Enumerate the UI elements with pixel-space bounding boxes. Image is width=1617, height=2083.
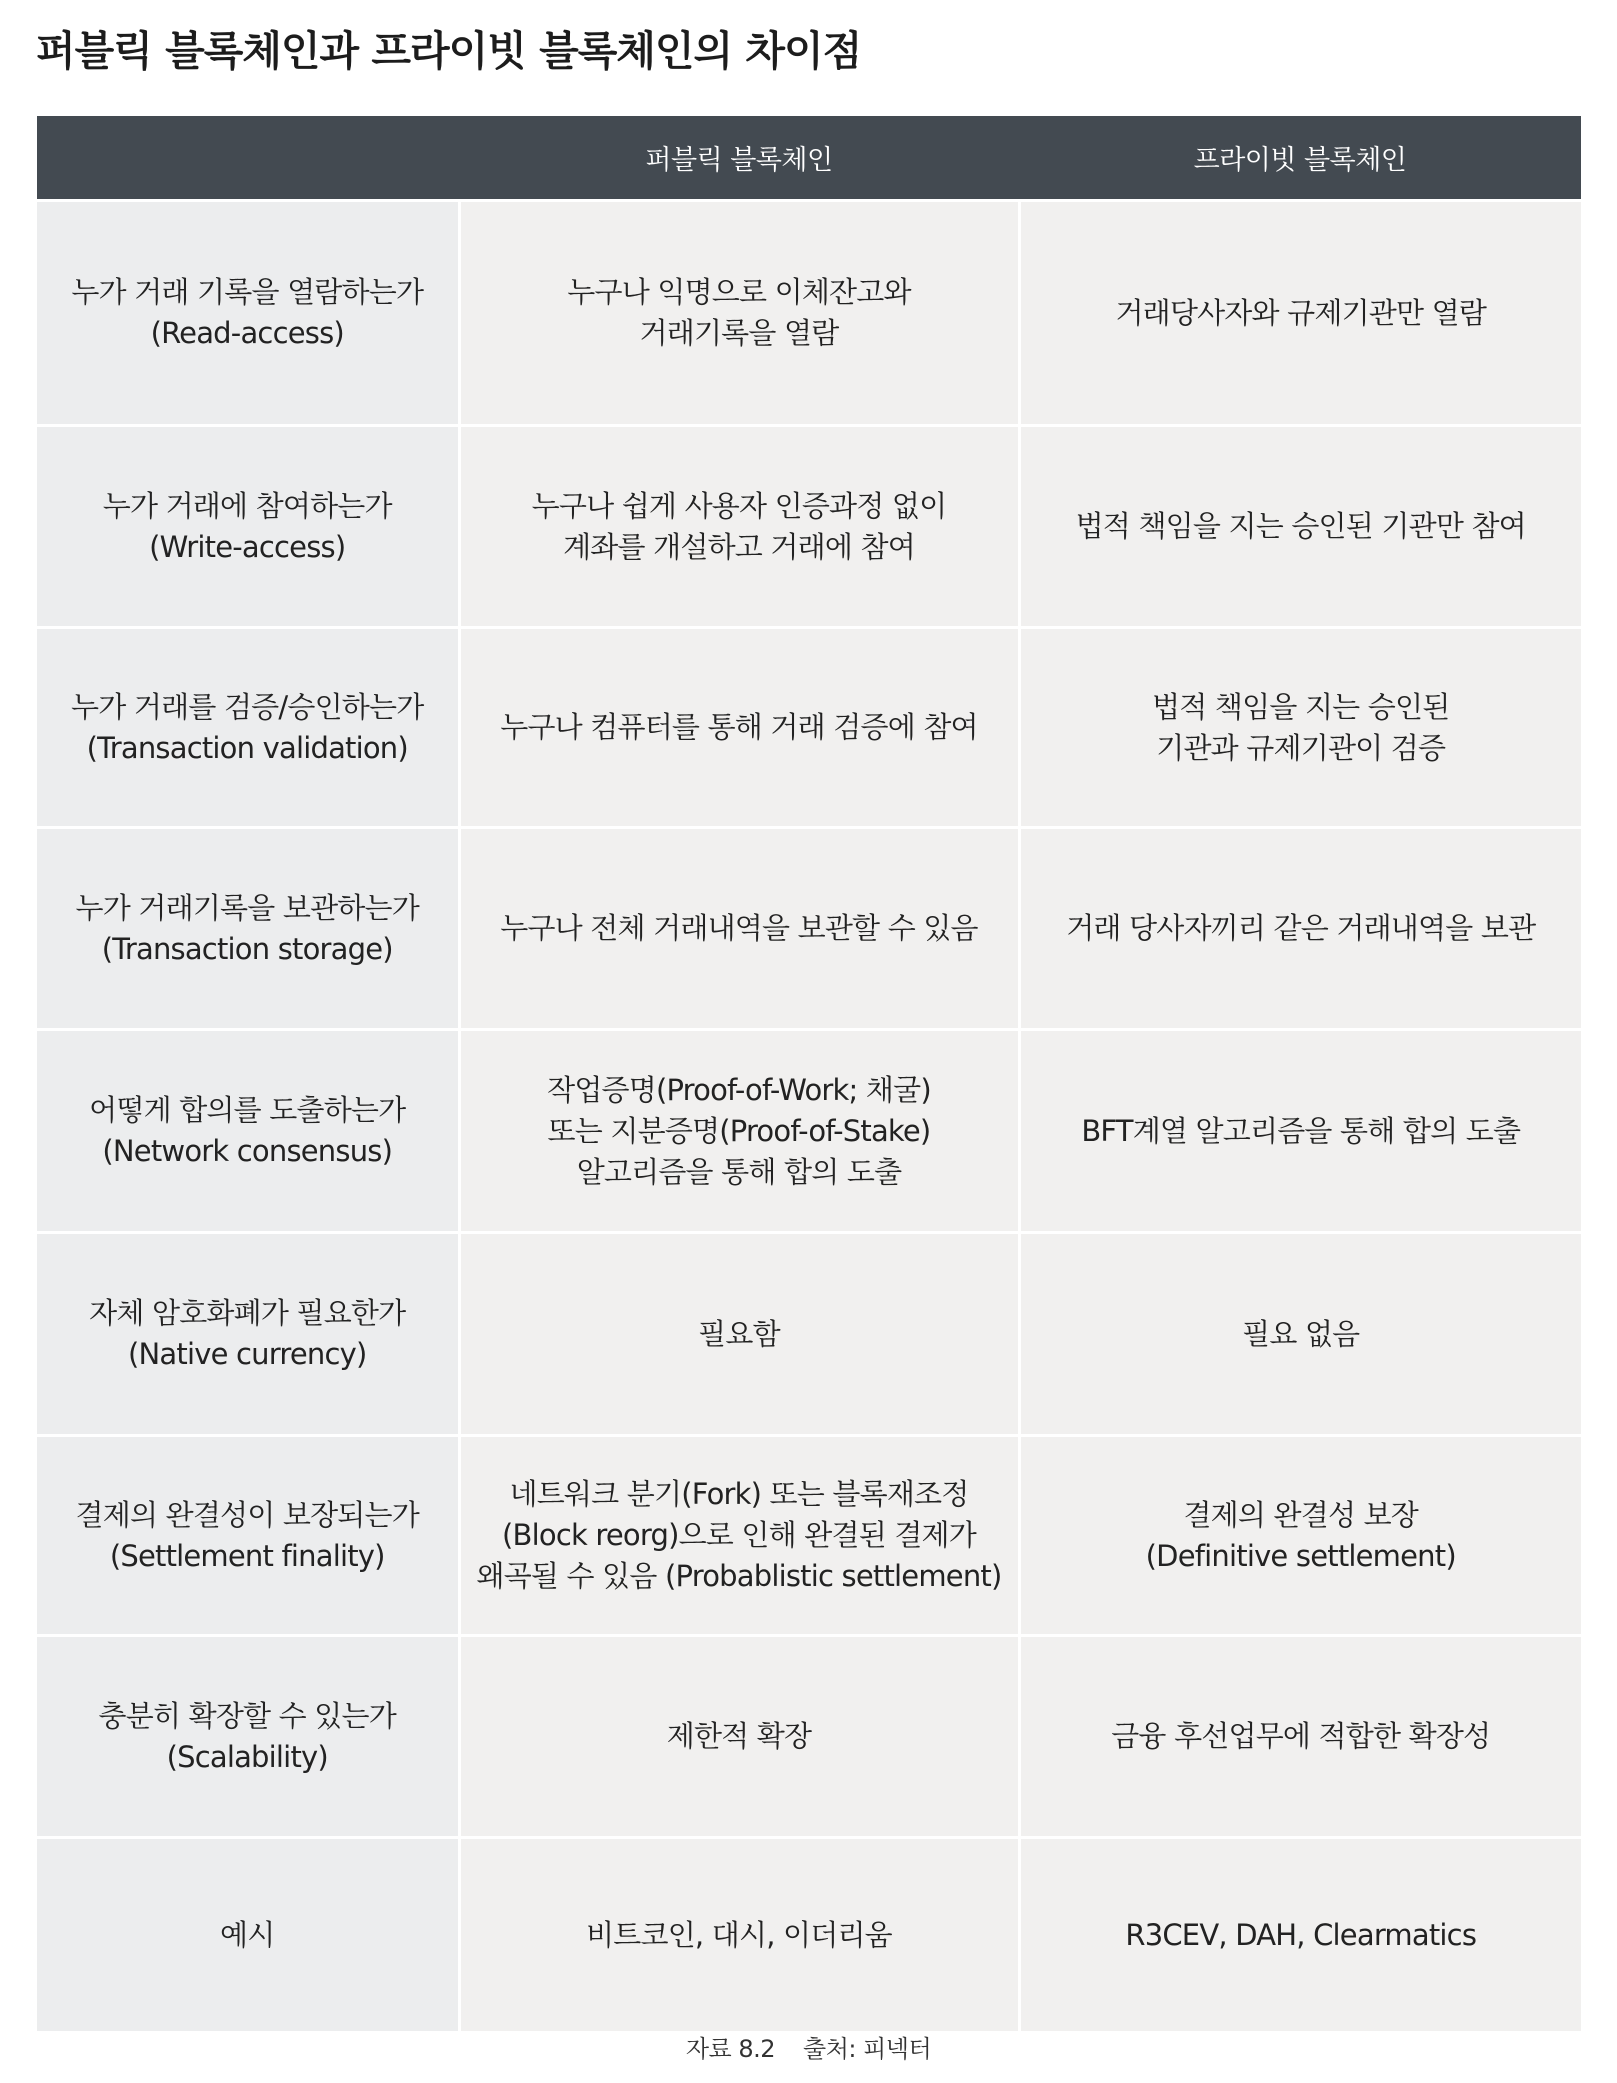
cell-private [1019,828,1581,1030]
cell-private [1019,426,1581,628]
cell-public [459,1233,1019,1436]
comparison-table [37,116,1581,2031]
cell-aspect [37,828,459,1030]
table-row [37,426,1581,628]
table-row [37,1838,1581,2032]
cell-private [1019,1636,1581,1838]
table-row [37,828,1581,1030]
cell-private-line: 거래 당사자끼리 같은 거래내역을 보관 [1066,911,1536,945]
cell-private-line: 거래당사자와 규제기관만 열람 [1115,295,1487,330]
table-row [37,201,1581,426]
cell-aspect-line: 자체 암호화폐가 필요한가 [89,1296,406,1330]
cell-private [1019,1030,1581,1233]
header-aspect [37,116,459,201]
cell-aspect [37,426,459,628]
header-private-blockchain: 프라이빗 블록체인 [1019,116,1581,201]
table-row [37,1233,1581,1436]
cell-aspect-line: (Network consensus) [102,1134,393,1168]
cell-public [459,426,1019,628]
cell-aspect [37,628,459,828]
cell-private [1019,1436,1581,1636]
cell-public-line: 비트코인, 대시, 이더리움 [586,1917,892,1952]
cell-aspect-line: (Write-access) [149,529,346,564]
cell-public-line: 네트워크 분기(Fork) 또는 블록재조정 [509,1477,969,1511]
cell-aspect-line: (Transaction storage) [101,931,393,966]
cell-aspect-line: 어떻게 합의를 도출하는가 [89,1093,406,1127]
cell-aspect-line: 누가 거래 기록을 열람하는가 [71,275,424,309]
caption-source: 출처: 피넥터 [803,2035,932,2063]
cell-aspect-line: (Read-access) [150,316,344,350]
cell-public-line: 누구나 컴퓨터를 통해 거래 검증에 참여 [500,710,978,744]
table-row [37,1636,1581,1838]
cell-private-line: 금융 후선업무에 적합한 확장성 [1111,1719,1491,1753]
cell-aspect-line: 누가 거래에 참여하는가 [102,488,392,523]
cell-public-line: 제한적 확장 [666,1719,812,1753]
cell-aspect [37,1838,459,2032]
table-header-row [37,116,1581,201]
cell-private [1019,1838,1581,2032]
caption-label: 자료 8.2 [685,2035,776,2063]
cell-aspect-line: (Native currency) [128,1337,367,1371]
cell-private [1019,628,1581,828]
cell-public-line: 누구나 익명으로 이체잔고와 [567,275,911,309]
cell-aspect [37,1436,459,1636]
cell-private-line: 결제의 완결성 보장 [1183,1497,1419,1532]
cell-public [459,1436,1019,1636]
cell-public-line: 누구나 쉽게 사용자 인증과정 없이 [531,488,947,523]
cell-public-line: 왜곡될 수 있음 (Probablistic settlement) [476,1559,1002,1593]
cell-private-line: 법적 책임을 지는 승인된 기관만 참여 [1075,509,1526,543]
cell-public [459,828,1019,1030]
cell-aspect-line: (Settlement finality) [109,1538,385,1573]
cell-private-line: 법적 책임을 지는 승인된 [1152,689,1450,724]
table-row [37,628,1581,828]
cell-private-line: 기관과 규제기관이 검증 [1156,730,1446,765]
figure-caption [0,2029,1617,2064]
cell-public-line: (Block reorg)으로 인해 완결된 결제가 [502,1518,976,1552]
cell-public-line: 알고리즘을 통해 합의 도출 [576,1154,902,1189]
cell-public [459,1636,1019,1838]
cell-aspect [37,1636,459,1838]
cell-aspect [37,1030,459,1233]
cell-aspect-line: 예시 [220,1917,275,1952]
cell-public-line: 필요함 [698,1316,780,1351]
cell-public [459,1838,1019,2032]
page-title: 퍼블릭 블록체인과 프라이빗 블록체인의 차이점 [36,27,862,75]
cell-aspect-line: 누가 거래기록을 보관하는가 [75,890,419,925]
cell-public-line: 누구나 전체 거래내역을 보관할 수 있음 [500,911,978,945]
table-row [37,1030,1581,1233]
cell-aspect [37,201,459,426]
cell-public [459,201,1019,426]
cell-private [1019,201,1581,426]
cell-public [459,1030,1019,1233]
cell-aspect-line: 누가 거래를 검증/승인하는가 [71,689,424,724]
cell-aspect-line: (Transaction validation) [86,730,408,765]
cell-private-line: R3CEV, DAH, Clearmatics [1125,1917,1477,1952]
cell-public-line: 계좌를 개설하고 거래에 참여 [563,529,915,564]
cell-private [1019,1233,1581,1436]
table-body [37,201,1581,2032]
cell-aspect [37,1233,459,1436]
cell-public [459,628,1019,828]
cell-private-line: BFT계열 알고리즘을 통해 합의 도출 [1081,1113,1521,1148]
cell-private-line: 필요 없음 [1242,1316,1360,1351]
cell-aspect-line: (Scalability) [166,1739,328,1774]
header-public-blockchain: 퍼블릭 블록체인 [459,116,1019,201]
comparison-table-container [37,116,1581,2031]
cell-aspect-line: 충분히 확장할 수 있는가 [98,1698,396,1733]
cell-private-line: (Definitive settlement) [1145,1538,1456,1573]
cell-aspect-line: 결제의 완결성이 보장되는가 [75,1497,419,1532]
cell-public-line: 또는 지분증명(Proof-of-Stake) [547,1113,931,1148]
cell-public-line: 작업증명(Proof-of-Work; 채굴) [547,1072,931,1107]
cell-public-line: 거래기록을 열람 [639,316,839,350]
table-row [37,1436,1581,1636]
